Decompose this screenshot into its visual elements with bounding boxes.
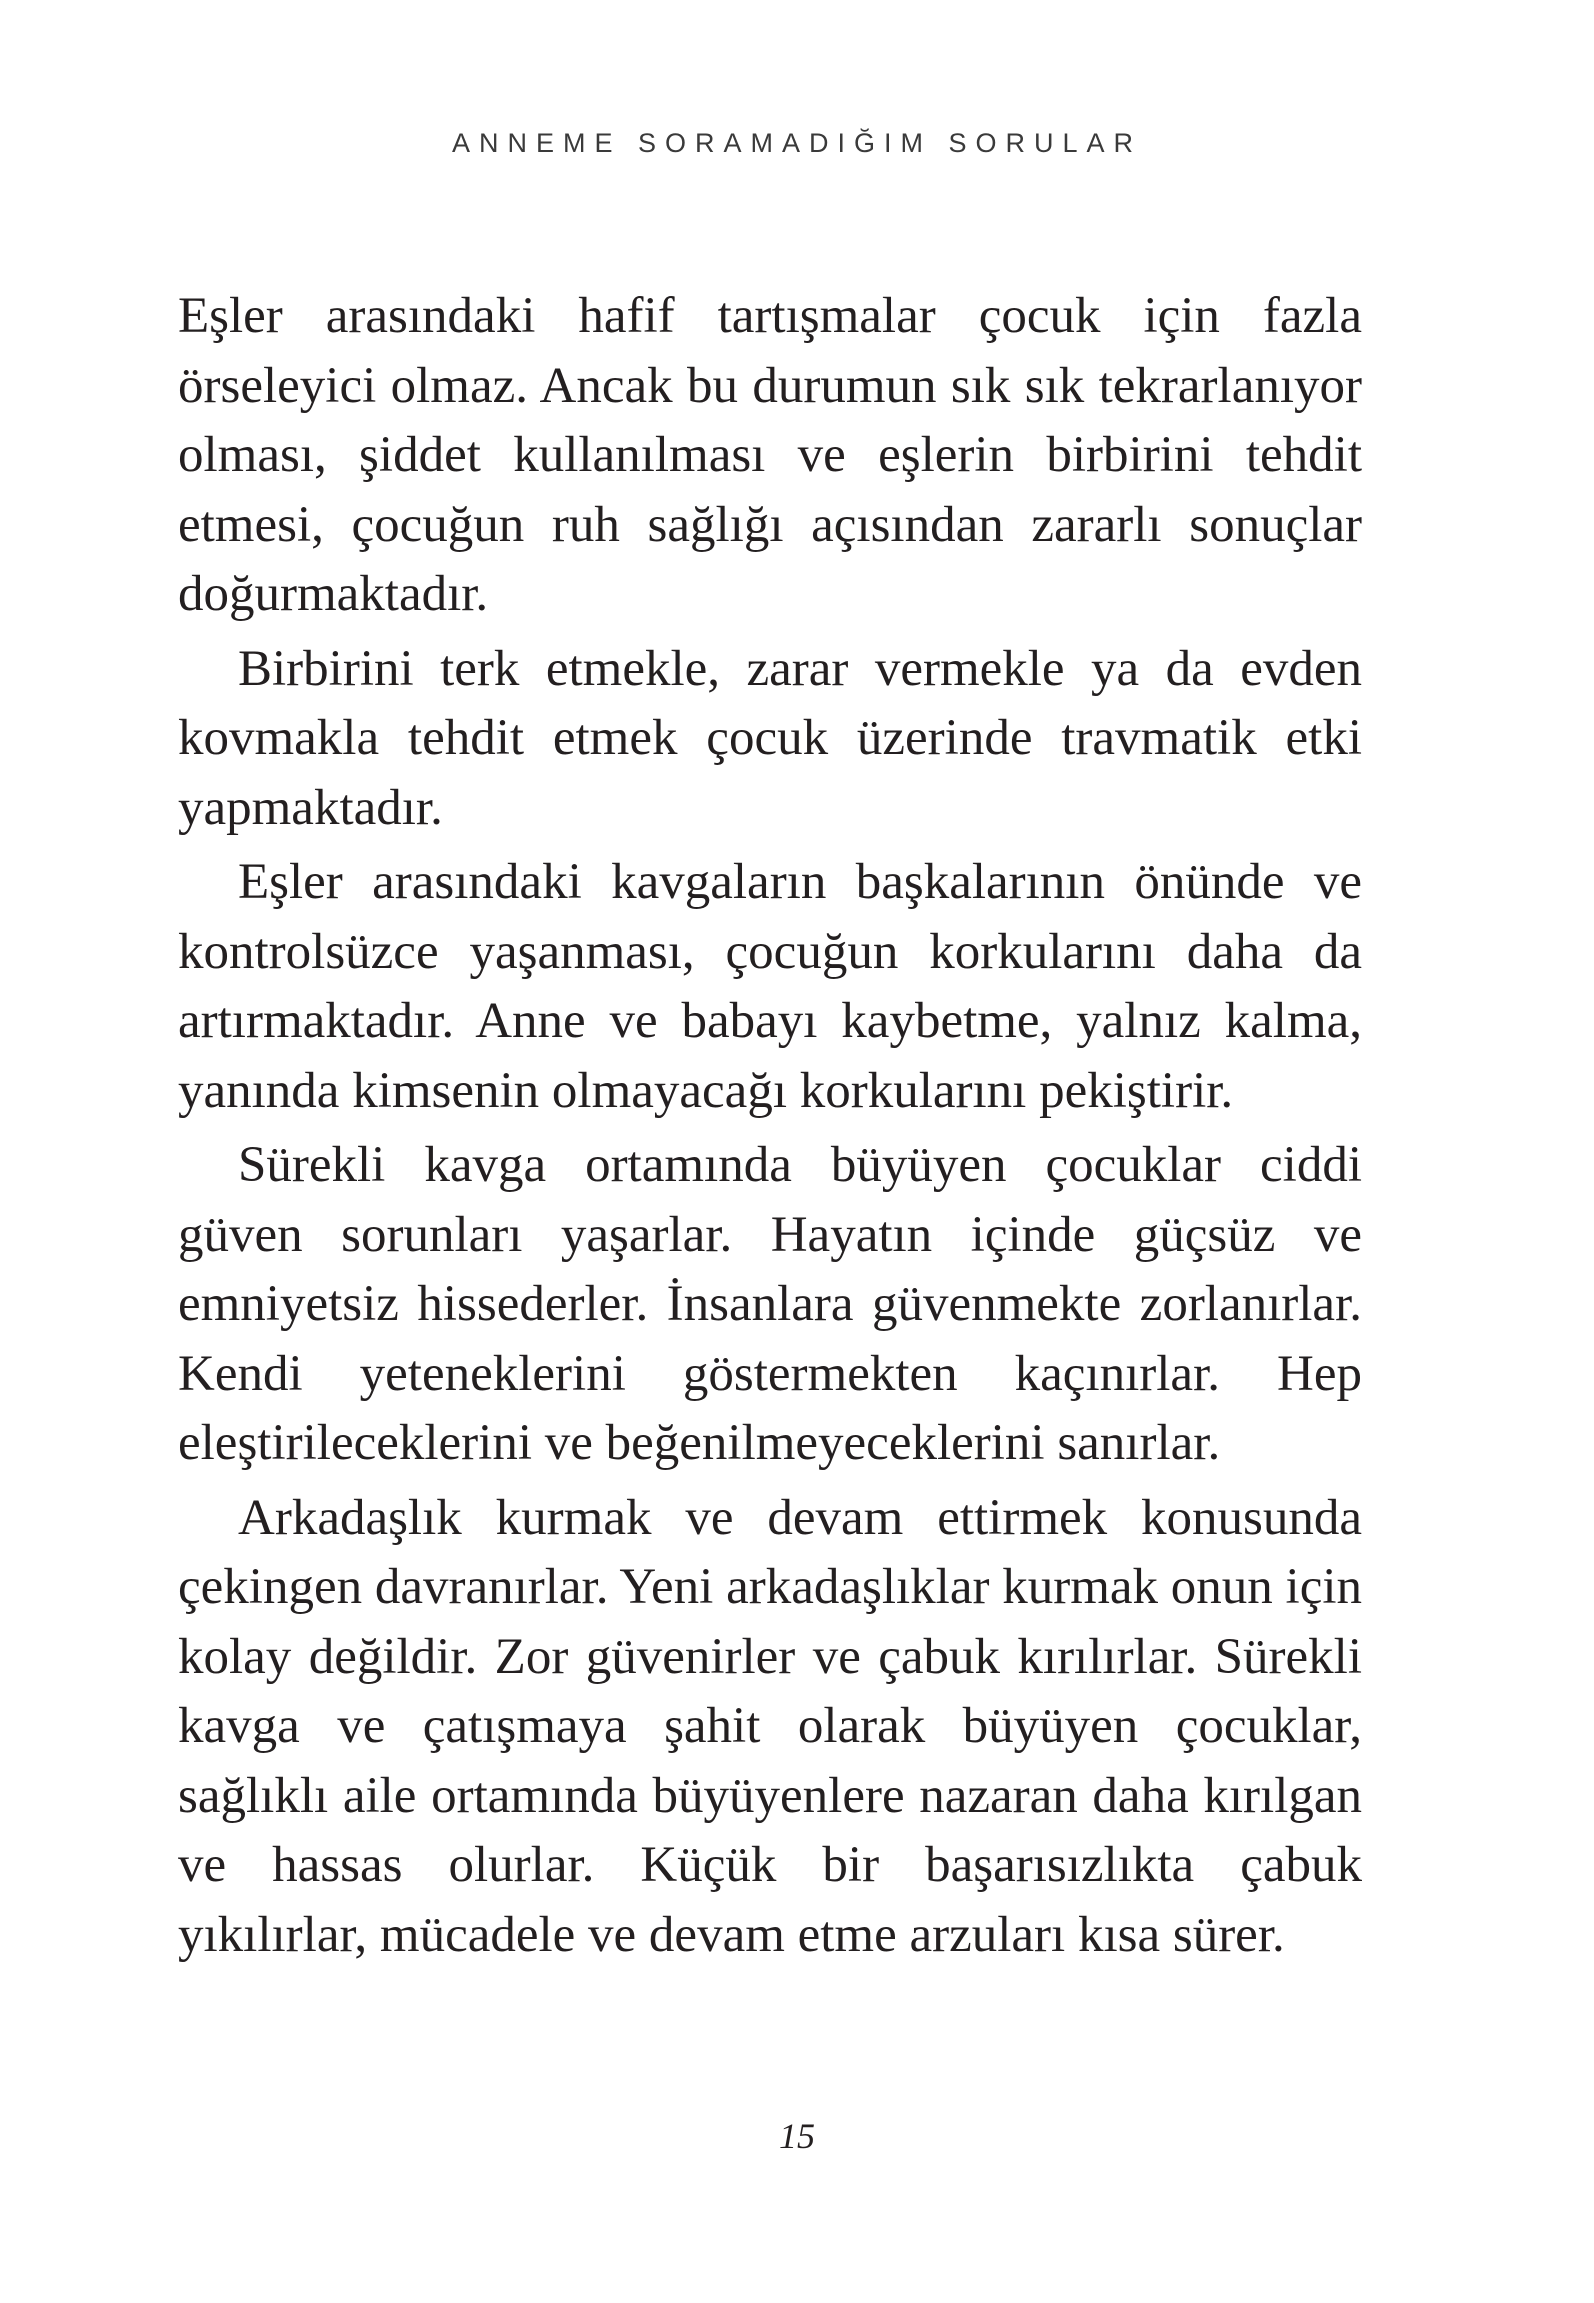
paragraph: Sürekli kavga ortamında büyüyen çocuklar ciddi güven sorunları yaşarlar. Hayatın içinde güçsüz ve emniyetsiz hissederler. İnsanlara güvenmekte zorlanırlar. Kendi yeteneklerini göstermekten kaçınırlar. Hep eleştirileceklerini ve beğenilmeyeceklerini sanırlar.: [178, 1137, 1362, 1471]
paragraph: Eşler arasındaki kavgaların başkalarının önünde ve kontrolsüzce yaşanması, çocuğun korkularını daha da artırmaktadır. Anne ve babayı kaybetme, yalnız kalma, yanında kimsenin olmayacağı korkularını pekiştirir.: [178, 854, 1362, 1119]
page-number: 15: [779, 2116, 815, 2156]
paragraph: Birbirini terk etmekle, zarar vermekle ya da evden kovmakla tehdit etmek çocuk üzerinde travmatik etki yapmaktadır.: [178, 640, 1362, 836]
running-header: ANNEME SORAMADIĞIM SORULAR: [451, 128, 1143, 158]
paragraph: Arkadaşlık kurmak ve devam ettirmek konusunda çekingen davranırlar. Yeni arkadaşlıklar kurmak onun için kolay değildir. Zor güvenirler ve çabuk kırılırlar. Sürekli kavga ve çatışmaya şahit olarak büyüyen çocuklar, sağlıklı aile ortamında büyüyenlere nazaran daha kırılgan ve hassas olurlar. Küçük bir başarısızlıkta çabuk yıkılırlar, mücadele ve devam etme arzuları kısa sürer.: [178, 1489, 1362, 1963]
body-text: [178, 282, 1362, 1975]
paragraph: Eşler arasındaki hafif tartışmalar çocuk için fazla örseleyici olmaz. Ancak bu durumun sık sık tekrarlanıyor olması, şiddet kullanılması ve eşlerin birbirini tehdit etmesi, çocuğun ruh sağlığı açısından zararlı sonuçlar doğurmaktadır.: [178, 288, 1362, 622]
